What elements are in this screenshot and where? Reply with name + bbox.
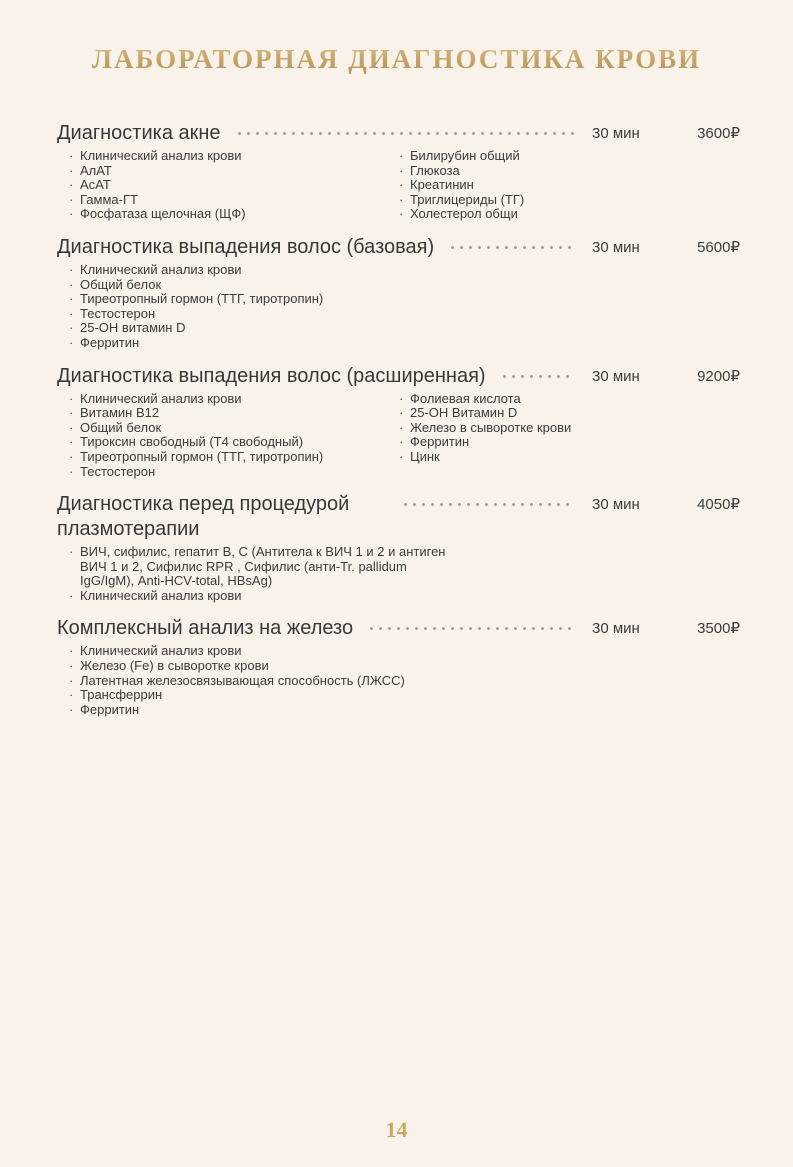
list-item [69,659,740,674]
bullet-icon: · [399,162,404,178]
list-item [399,193,740,208]
service-section-acne [57,121,740,222]
item-text: Ферритин [410,434,470,450]
item-text: 25-ОН витамин D [80,320,186,336]
service-header [57,364,740,389]
bullet-icon: · [399,405,404,421]
dotted-leader [500,364,574,389]
bullet-icon: · [69,405,74,421]
service-duration: 30 мин [592,238,640,256]
item-text: АсАТ [80,177,111,193]
bullet-icon: · [69,334,74,350]
list-item [399,450,740,465]
list-item [69,193,387,208]
bullet-icon: · [69,643,74,659]
dotted-leader [448,235,574,260]
item-text: Железо в сыворотке крови [410,419,572,435]
service-duration: 30 мин [592,496,640,514]
bullet-icon: · [69,390,74,406]
bullet-icon: · [69,463,74,479]
list-item [399,392,740,407]
item-text: Фолиевая кислота [410,390,521,406]
service-header [57,235,740,260]
bullet-icon: · [69,206,74,222]
bullet-icon: · [399,390,404,406]
service-header [57,616,740,641]
bullet-icon: · [69,544,74,560]
bullet-icon: · [69,261,74,277]
service-items-left [57,644,740,717]
list-item [399,178,740,193]
item-text: Триглицериды (ТГ) [410,191,525,207]
bullet-icon: · [69,701,74,717]
item-text: Фосфатаза щелочная (ЩФ) [80,206,246,222]
bullet-icon: · [69,291,74,307]
list-item [69,674,740,689]
bullet-icon: · [69,177,74,193]
service-section-hair-loss-extended [57,364,740,480]
item-text: Тироксин свободный (Т4 свободный) [80,434,304,450]
bullet-icon: · [69,191,74,207]
list-item [69,336,740,351]
dotted-leader [401,492,574,517]
service-price: 9200₽ [697,367,740,385]
service-name: Диагностика акне [57,122,221,144]
item-text: 25-ОН Витамин D [410,405,518,421]
item-text: Клинический анализ крови [80,587,242,603]
service-header [57,121,740,146]
bullet-icon: · [399,448,404,464]
service-items-left [57,392,387,480]
item-text: Холестерол общи [410,206,518,222]
list-item [69,450,387,465]
item-text: Трансферрин [80,687,163,703]
bullet-icon: · [69,305,74,321]
list-item [69,292,740,307]
bullet-icon: · [69,658,74,674]
service-price: 4050₽ [697,496,740,514]
list-item [69,589,449,604]
list-item [69,164,387,179]
bullet-icon: · [399,419,404,435]
bullet-icon: · [399,206,404,222]
bullet-icon: · [69,320,74,336]
item-text: Клинический анализ крови [80,261,242,277]
item-text: Витамин B12 [80,405,160,421]
service-name: Комплексный анализ на железо [57,617,354,640]
list-item [69,435,387,450]
bullet-icon: · [399,148,404,163]
bullet-icon: · [69,587,74,603]
service-section-plasma-therapy [57,492,740,603]
bullet-icon: · [69,419,74,435]
list-item [69,263,740,278]
services-list [57,121,740,717]
list-item [69,278,740,293]
bullet-icon: · [69,448,74,464]
service-name: Диагностика выпадения волос (базовая) [57,235,435,258]
item-text: Латентная железосвязывающая способность (ЛЖСС) [80,672,405,688]
bullet-icon: · [399,191,404,207]
bullet-icon: · [69,276,74,292]
item-text: Тиреотропный гормон (ТТГ, тиротропин) [80,291,324,307]
bullet-icon: · [69,148,74,163]
list-item [69,688,740,703]
list-item [69,307,740,322]
item-text: Клинический анализ крови [80,643,242,659]
item-text: Билирубин общий [410,148,520,163]
item-text: Общий белок [80,276,162,292]
item-text: Цинк [410,448,440,464]
list-item [69,703,740,718]
item-text: Тиреотропный гормон (ТТГ, тиротропин) [80,448,324,464]
bullet-icon: · [69,162,74,178]
list-item [69,392,387,407]
list-item [69,421,387,436]
bullet-icon: · [69,687,74,703]
service-duration: 30 мин [592,367,640,385]
item-text: Ферритин [80,701,140,717]
bullet-icon: · [69,434,74,450]
item-text: Тестостерон [80,463,156,479]
list-item [69,178,387,193]
item-text: Железо (Fe) в сыворотке крови [80,658,269,674]
item-text: Креатинин [410,177,474,193]
list-item [69,644,740,659]
list-item [399,149,740,164]
service-items-right [387,149,740,222]
service-items-left [57,263,740,351]
dotted-leader [235,121,574,146]
list-item [399,207,740,222]
service-section-iron-analysis [57,616,740,717]
service-section-hair-loss-basic [57,235,740,351]
service-name: Диагностика перед процедурой плазмотерапии [57,493,350,541]
page-title: ЛАБОРАТОРНАЯ ДИАГНОСТИКА КРОВИ [0,44,793,75]
list-item [399,164,740,179]
list-item [69,149,387,164]
service-items-left [57,545,449,603]
service-name: Диагностика выпадения волос (расширенная) [57,364,486,387]
service-price: 3500₽ [697,620,740,638]
list-item [399,435,740,450]
list-item [69,465,387,480]
item-text: ВИЧ, сифилис, гепатит B, C (Антитела к ВИЧ 1 и 2 и антиген ВИЧ 1 и 2, Сифилис RPR , Сифилис (анти-Tr. pallidum IgG/IgM), Anti-HCV-total, HBsAg) [80,544,446,589]
item-text: АлАТ [80,162,112,178]
dotted-leader [367,616,574,641]
list-item [399,406,740,421]
item-text: Ферритин [80,334,140,350]
list-item [69,406,387,421]
service-duration: 30 мин [592,125,640,142]
service-items-left [57,149,387,222]
bullet-icon: · [399,434,404,450]
service-price: 3600₽ [697,125,740,142]
item-text: Клинический анализ крови [80,148,242,163]
list-item [69,545,449,589]
item-text: Общий белок [80,419,162,435]
list-item [399,421,740,436]
service-items-right [387,392,740,480]
item-text: Гамма-ГТ [80,191,138,207]
list-item [69,321,740,336]
service-header [57,492,740,542]
page-number: 14 [385,1117,408,1142]
bullet-icon: · [69,672,74,688]
item-text: Тестостерон [80,305,156,321]
item-text: Глюкоза [410,162,460,178]
service-price: 5600₽ [697,238,740,256]
service-duration: 30 мин [592,620,640,638]
list-item [69,207,387,222]
item-text: Клинический анализ крови [80,390,242,406]
bullet-icon: · [399,177,404,193]
